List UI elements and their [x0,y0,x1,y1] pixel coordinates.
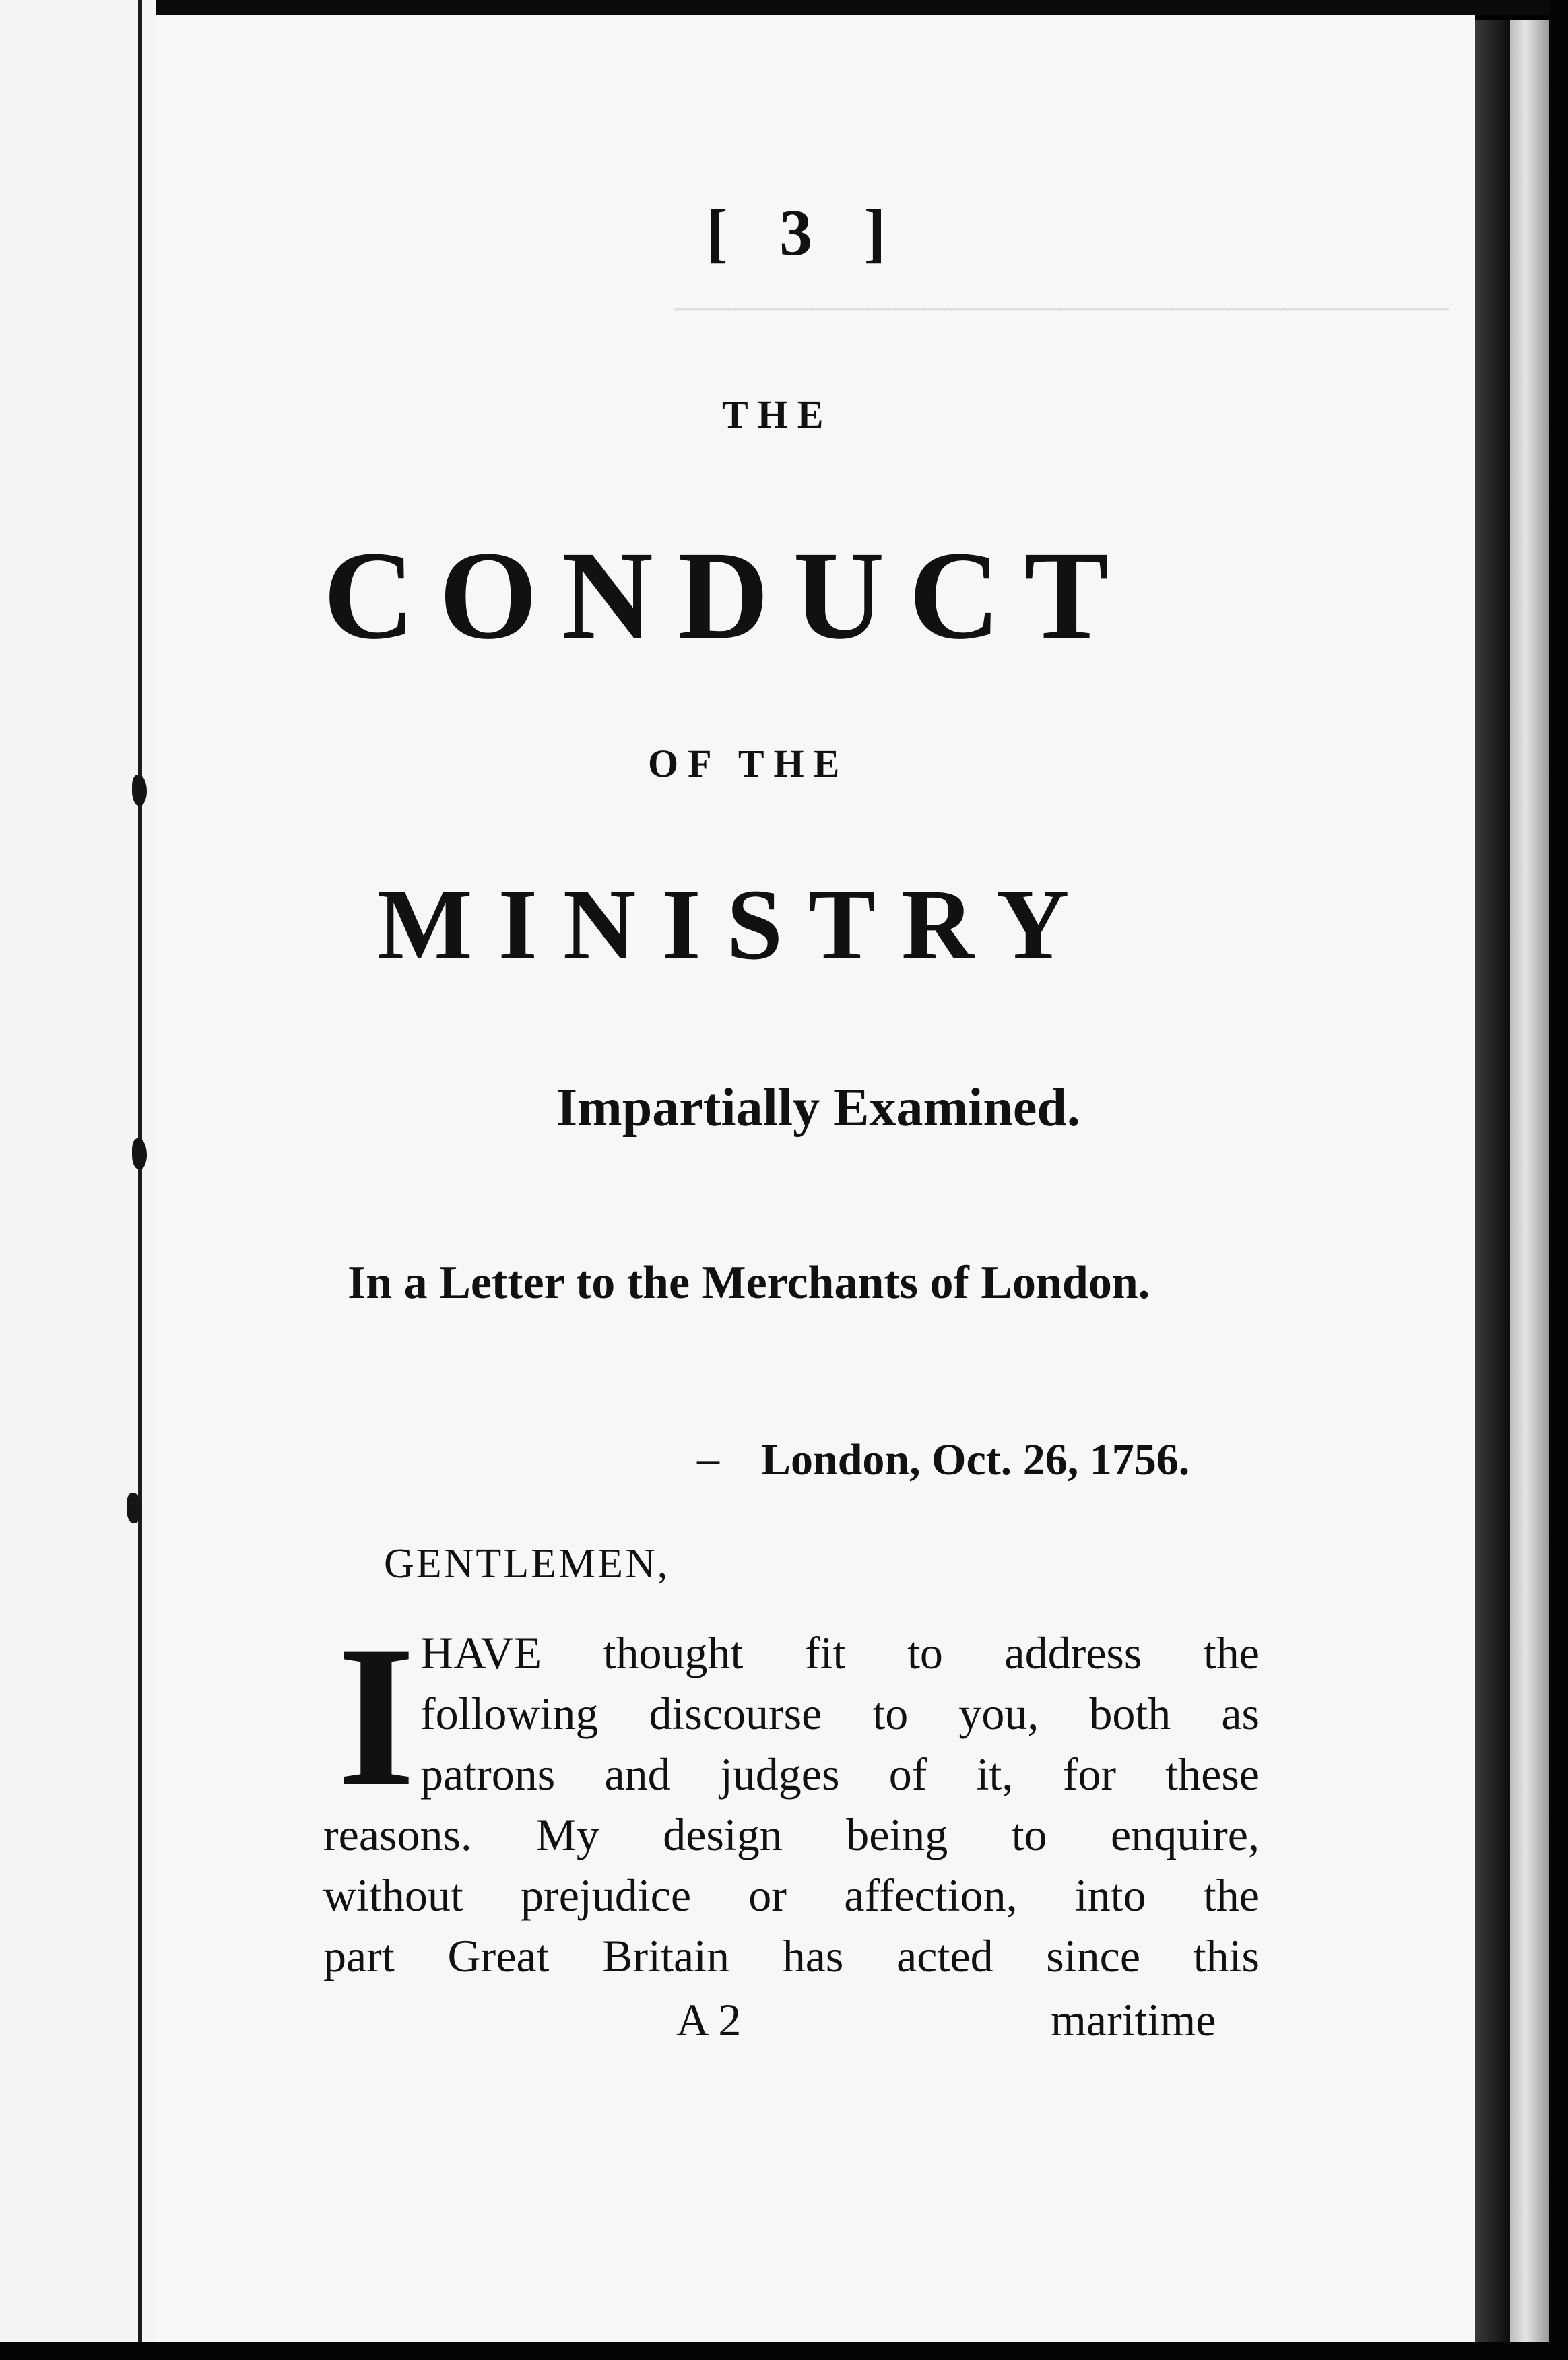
book-page [156,15,1475,2360]
body-word: this [1193,1930,1260,1981]
body-word: the [1203,1870,1260,1921]
body-word: HAVE [420,1627,542,1678]
title-subtitle: Impartially Examined. [556,1078,1080,1138]
body-word: these [1165,1748,1260,1800]
body-word: part [323,1930,395,1981]
title-conduct: CONDUCT [323,525,1134,665]
body-word: the [1203,1627,1260,1678]
binding-mark [132,1138,147,1169]
signature-mark: A 2 [676,1994,742,2045]
body-word: without [323,1870,463,1921]
date-line: London, Oct. 26, 1756. [761,1435,1190,1484]
letter-line: In a Letter to the Merchants of London. [348,1257,1150,1309]
body-word: or [748,1870,787,1921]
body-word: since [1046,1930,1140,1981]
body-word: design [663,1809,783,1860]
body-word: patrons [420,1748,556,1800]
date-dash: – [697,1434,719,1483]
body-word: to [872,1688,909,1739]
scan-top-border [0,0,1568,15]
body-word: both [1089,1688,1171,1739]
binding-mark [132,775,147,806]
scan-bottom-border [0,2342,1568,2360]
drop-cap: I [337,1604,416,1828]
body-line [323,1930,1260,1981]
binding-mark [127,1493,141,1523]
gutter-line [138,0,142,2360]
body-word: Great [447,1930,550,1981]
body-word: affection, [844,1870,1018,1921]
title-the: THE [722,393,833,436]
body-word: following [420,1688,599,1739]
body-word: to [1011,1809,1047,1860]
book-edge [1510,20,1549,2360]
body-line [420,1627,1260,1678]
body-word: discourse [649,1688,822,1739]
body-line [420,1748,1260,1800]
page-number: [ 3 ] [706,197,904,269]
body-line [323,1809,1260,1860]
body-word: judges [719,1748,840,1800]
body-word: reasons. [323,1809,472,1860]
page-edge-shadow [1475,20,1510,2360]
body-word: and [604,1748,671,1800]
catchword: maritime [1051,1994,1216,2045]
left-margin [0,0,156,2360]
body-word: as [1221,1688,1260,1739]
body-word: it, [976,1748,1014,1800]
title-of-the: OF THE [648,742,849,785]
bleed-through-texture: ──────────────────────────── [674,286,1449,330]
body-word: has [782,1930,844,1981]
body-word: to [907,1627,943,1678]
body-line [323,1870,1260,1921]
body-line [420,1688,1260,1739]
body-word: being [846,1809,948,1860]
body-word: enquire, [1111,1809,1260,1860]
body-word: address [1004,1627,1142,1678]
body-word: prejudice [521,1870,692,1921]
body-word: acted [896,1930,993,1981]
title-ministry: MINISTRY [377,869,1095,981]
scan-right-border [1549,0,1568,2360]
body-word: Britain [602,1930,730,1981]
body-word: fit [804,1627,846,1678]
salutation: GENTLEMEN, [384,1541,670,1587]
body-word: My [535,1809,599,1860]
body-word: you, [958,1688,1039,1739]
body-word: of [888,1748,927,1800]
body-word: for [1062,1748,1116,1800]
body-word: thought [603,1627,744,1678]
body-word: into [1074,1870,1146,1921]
